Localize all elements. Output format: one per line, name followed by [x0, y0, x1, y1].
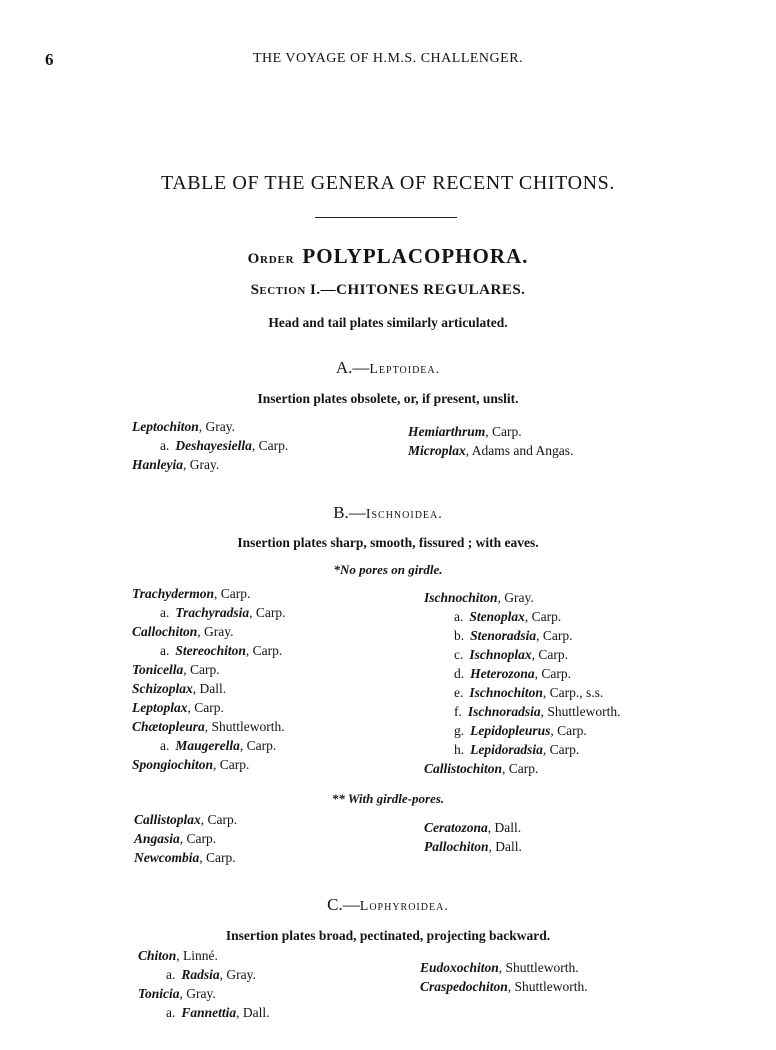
- group-b-heading: [0, 503, 776, 523]
- order-heading: [0, 244, 776, 269]
- genus-entry: [132, 736, 286, 755]
- genus-entry: [424, 664, 621, 683]
- genus-author: , Carp.: [251, 438, 289, 453]
- genus-name: Angasia: [134, 831, 180, 846]
- genus-author: , Shuttleworth.: [498, 960, 579, 975]
- genus-author: , Carp., s.s.: [542, 685, 604, 700]
- entry-prefix: a.: [166, 1005, 176, 1020]
- genus-entry: [134, 810, 237, 829]
- running-head: THE VOYAGE OF H.M.S. CHALLENGER.: [252, 51, 524, 66]
- genus-name: Craspedochiton: [420, 979, 508, 994]
- genus-name: Stenoradsia: [470, 628, 537, 643]
- genus-entry: [134, 848, 237, 867]
- genus-entry: [408, 441, 573, 460]
- entry-prefix: a.: [160, 438, 170, 453]
- genus-name: Stereochiton: [175, 643, 246, 658]
- genus-name: Trachyradsia: [175, 605, 250, 620]
- entry-prefix: b.: [454, 628, 465, 643]
- genus-name: Trachydermon: [132, 586, 214, 601]
- group-c-letter: C.—: [327, 895, 360, 914]
- genus-entry: [132, 417, 288, 436]
- genus-name: Ischnoplax: [469, 647, 532, 662]
- genus-name: Lepidopleurus: [470, 723, 551, 738]
- genus-author: , Carp.: [542, 742, 580, 757]
- group-a-letter: A.—: [335, 358, 370, 377]
- group-a-right-list: [408, 422, 573, 460]
- genus-name: Callochiton: [132, 624, 198, 639]
- genus-author: , Adams and Angas.: [465, 443, 574, 458]
- genus-author: , Shuttleworth.: [204, 719, 285, 734]
- genus-author: , Carp.: [239, 738, 277, 753]
- genus-entry: [132, 679, 286, 698]
- genus-name: Ischnochiton: [469, 685, 543, 700]
- group-c-note: Insertion plates broad, pectinated, projecting backward.: [225, 928, 551, 943]
- genus-entry: [424, 588, 621, 607]
- genus-entry: [424, 645, 621, 664]
- order-name: POLYPLACOPHORA.: [302, 244, 529, 268]
- genus-author: , Carp.: [187, 700, 224, 715]
- genus-author: , Shuttleworth.: [540, 704, 621, 719]
- genus-author: , Gray.: [183, 457, 220, 472]
- group-b-right-list: [424, 588, 621, 778]
- genus-name: Spongiochiton: [132, 757, 214, 772]
- order-label: Order: [247, 251, 295, 267]
- genus-author: , Gray.: [179, 986, 216, 1001]
- genus-entry: [132, 698, 286, 717]
- genus-author: , Shuttleworth.: [507, 979, 588, 994]
- genus-author: , Carp.: [200, 812, 238, 827]
- genus-name: Hanleyia: [132, 457, 183, 472]
- genus-entry: [132, 584, 286, 603]
- genus-author: , Carp.: [183, 662, 220, 677]
- group-c-right-list: [420, 958, 588, 996]
- genus-name: Leptoplax: [132, 700, 188, 715]
- genus-name: Leptochiton: [132, 419, 199, 434]
- title-rule: [315, 217, 457, 218]
- group-a-name: Leptoidea.: [369, 362, 441, 377]
- genus-name: Callistoplax: [134, 812, 201, 827]
- genus-author: , Carp.: [531, 647, 569, 662]
- group-a-left-list: [132, 417, 288, 474]
- genus-author: , Dall.: [488, 839, 522, 854]
- group-b-left-list: [132, 584, 286, 774]
- group-b-name: Ischnoidea.: [365, 507, 443, 522]
- entry-prefix: a.: [160, 605, 170, 620]
- genus-author: , Dall.: [192, 681, 227, 696]
- group-b-letter: B.—: [333, 503, 366, 522]
- genus-entry: [132, 660, 286, 679]
- group-c-name: Lophyroidea.: [359, 899, 449, 914]
- genus-entry: [132, 455, 288, 474]
- genus-name: Deshayesiella: [175, 438, 252, 453]
- genus-entry: [138, 984, 270, 1003]
- genus-author: , Carp.: [536, 628, 573, 643]
- genus-name: Ischnochiton: [424, 590, 498, 605]
- genus-name: Chætopleura: [132, 719, 205, 734]
- genus-name: Ceratozona: [424, 820, 488, 835]
- page-title: TABLE OF THE GENERA OF RECENT CHITONS.: [160, 172, 615, 194]
- genus-name: Chiton: [138, 948, 177, 963]
- section-note: Head and tail plates similarly articulated.: [268, 315, 508, 330]
- genus-author: , Gray.: [497, 590, 534, 605]
- genus-entry: [132, 641, 286, 660]
- entry-prefix: a.: [454, 609, 464, 624]
- genus-author: , Gray.: [197, 624, 234, 639]
- genus-name: Radsia: [181, 967, 220, 982]
- genus-author: , Gray.: [198, 419, 235, 434]
- genus-entry: [420, 977, 588, 996]
- genus-author: , Gray.: [219, 967, 256, 982]
- genus-entry: [138, 946, 270, 965]
- entry-prefix: f.: [454, 704, 462, 719]
- group-a-heading: [0, 358, 776, 378]
- genus-name: Tonicella: [132, 662, 184, 677]
- group-a-note: Insertion plates obsolete, or, if present, unslit.: [257, 391, 519, 406]
- genus-author: , Dall.: [236, 1005, 270, 1020]
- genus-author: , Carp.: [485, 424, 522, 439]
- group-c-heading: [0, 895, 776, 915]
- genus-entry: [132, 622, 286, 641]
- genus-name: Tonicia: [138, 986, 180, 1001]
- genus-name: Lepidoradsia: [470, 742, 543, 757]
- entry-prefix: c.: [454, 647, 464, 662]
- genus-name: Heterozona: [470, 666, 535, 681]
- genus-entry: [138, 1003, 270, 1022]
- entry-prefix: a.: [160, 643, 170, 658]
- genus-name: Pallochiton: [424, 839, 489, 854]
- genus-name: Microplax: [408, 443, 466, 458]
- genus-entry: [132, 717, 286, 736]
- genus-name: Callistochiton: [424, 761, 503, 776]
- genus-entry: [138, 965, 270, 984]
- genus-name: Stenoplax: [469, 609, 525, 624]
- genus-entry: [424, 759, 621, 778]
- group-b-right-list-2: [424, 818, 522, 856]
- group-c-left-list: [138, 946, 270, 1022]
- genus-author: , Carp.: [179, 831, 217, 846]
- section-heading: Section I.—CHITONES REGULARES.: [250, 282, 526, 298]
- entry-prefix: a.: [160, 738, 170, 753]
- genus-author: , Carp.: [245, 643, 283, 658]
- genus-author: , Carp.: [213, 757, 250, 772]
- genus-author: , Carp.: [199, 850, 236, 865]
- genus-name: Hemiarthrum: [408, 424, 486, 439]
- genus-name: Fannettia: [181, 1005, 237, 1020]
- genus-name: Newcombia: [134, 850, 200, 865]
- group-b-subnote-2: ** With girdle-pores.: [331, 791, 445, 806]
- genus-author: , Carp.: [550, 723, 587, 738]
- genus-entry: [132, 603, 286, 622]
- genus-entry: [424, 721, 621, 740]
- genus-author: , Carp.: [502, 761, 539, 776]
- genus-entry: [424, 702, 621, 721]
- genus-author: , Linné.: [176, 948, 218, 963]
- genus-entry: [424, 626, 621, 645]
- entry-prefix: d.: [454, 666, 465, 681]
- genus-entry: [424, 740, 621, 759]
- genus-author: , Carp.: [534, 666, 572, 681]
- entry-prefix: e.: [454, 685, 464, 700]
- genus-entry: [424, 837, 522, 856]
- genus-entry: [134, 829, 237, 848]
- page-number: 6: [45, 50, 54, 69]
- group-b-note: Insertion plates sharp, smooth, fissured ; with eaves.: [237, 535, 539, 550]
- entry-prefix: g.: [454, 723, 465, 738]
- genus-entry: [424, 683, 621, 702]
- genus-entry: [132, 755, 286, 774]
- genus-name: Maugerella: [175, 738, 240, 753]
- genus-entry: [424, 607, 621, 626]
- genus-entry: [424, 818, 522, 837]
- entry-prefix: a.: [166, 967, 176, 982]
- entry-prefix: h.: [454, 742, 465, 757]
- group-b-subnote: *No pores on girdle.: [333, 562, 443, 577]
- genus-name: Schizoplax: [132, 681, 193, 696]
- group-b-left-list-2: [134, 810, 237, 867]
- genus-author: , Carp.: [249, 605, 286, 620]
- genus-entry: [132, 436, 288, 455]
- genus-author: , Dall.: [487, 820, 522, 835]
- genus-author: , Carp.: [524, 609, 562, 624]
- genus-name: Eudoxochiton: [420, 960, 499, 975]
- genus-entry: [408, 422, 573, 441]
- genus-entry: [420, 958, 588, 977]
- genus-author: , Carp.: [214, 586, 251, 601]
- genus-name: Ischnoradsia: [467, 704, 541, 719]
